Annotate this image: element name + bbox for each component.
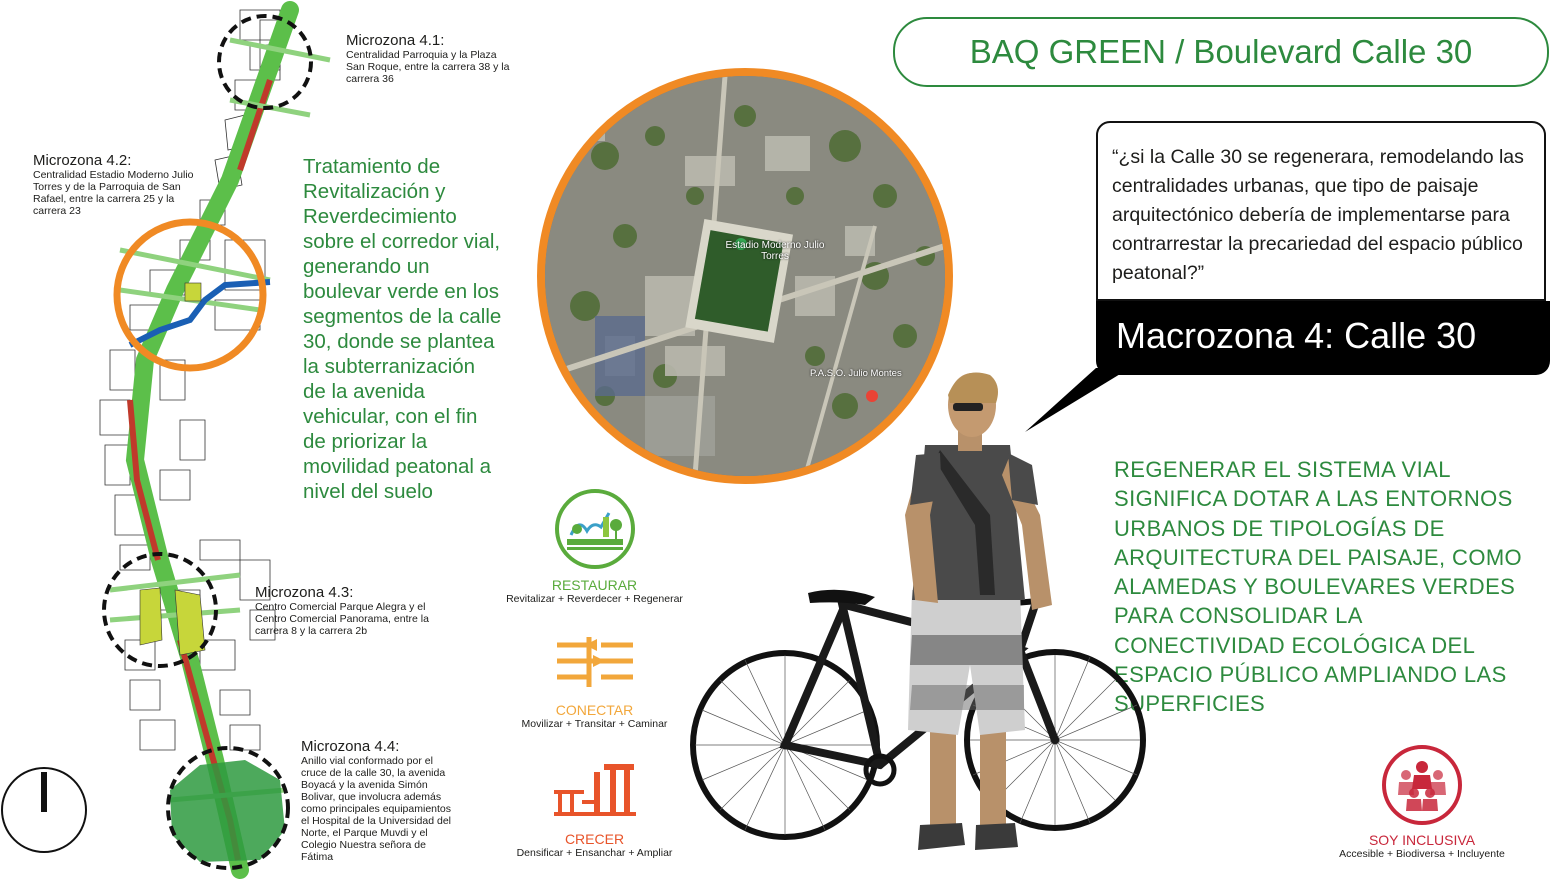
microzone-description: Centro Comercial Parque Alegra y el Centro Comercial Panorama, entre la carrera 8 y la carrera 2b (255, 601, 429, 637)
landscape-icon (553, 487, 637, 571)
crecer-label: CRECER (564, 831, 625, 847)
restaurar-block (497, 487, 692, 605)
macrozone-title: Macrozona 4: Calle 30 (1096, 301, 1550, 375)
conectar-subtitle: Movilizar + Transitar + Caminar (521, 718, 668, 730)
microzone-4-2 (33, 152, 198, 217)
microzone-description: Centralidad Estadio Moderno Julio Torres y de la Parroquia de San Rafael, entre la carrera 25 y la carrera 23 (33, 169, 194, 217)
quote-box: “¿si la Calle 30 se regenerara, remodelando las centralidades urbanas, que tipo de paisaje arquitectónico debería de implementarse para contrarrestar la precariedad del espacio público peatonal?” (1096, 121, 1546, 301)
microzone-title: Microzona 4.1: (346, 32, 445, 49)
people-icon (1380, 743, 1464, 827)
microzone-description: Centralidad Parroquia y la Plaza San Roque, entre la carrera 38 y la carrera 36 (346, 49, 510, 85)
north-compass-icon (2, 768, 86, 852)
microzone-title: Microzona 4.3: (255, 584, 354, 601)
person-with-bicycle (690, 365, 1160, 865)
conectar-block (497, 633, 692, 730)
microzone-title: Microzona 4.2: (33, 152, 132, 169)
conectar-label: CONECTAR (555, 702, 634, 718)
microzone-4-1 (346, 32, 516, 85)
regenerar-text: REGENERAR EL SISTEMA VIAL SIGNIFICA DOTAR A LAS ENTORNOS URBANOS DE TIPOLOGÍAS DE ARQUITECTURA DEL PAISAJE, COMO ALAMEDAS Y BOULEVARES VERDES PARA CONSOLIDAR LA CONECTIVIDAD ECOLÓGICA DEL ESPACIO PÚBLICO AMPLIANDO LAS SUPERFICIES (1114, 457, 1523, 717)
crecer-subtitle: Densificar + Ensanchar + Ampliar (516, 847, 673, 859)
restaurar-subtitle: Revitalizar + Reverdecer + Regenerar (506, 593, 683, 605)
stadium-label: Estadio Moderno Julio Torres (725, 240, 825, 262)
main-description: Tratamiento de Revitalización y Reverdecimiento sobre el corredor vial, generando un boulevar verde en los segmentos de la calle 30, donde se plantea la subterranización de la avenida vehicular, con el fin de priorizar la movilidad peatonal a nivel del suelo (303, 155, 502, 503)
arrows-icon (553, 633, 637, 691)
inclusiva-block (1322, 743, 1522, 860)
microzone-4-3 (255, 584, 455, 637)
buildings-icon (550, 762, 640, 818)
inclusiva-subtitle: Accesible + Biodiversa + Incluyente (1339, 848, 1505, 860)
restaurar-label: RESTAURAR (551, 577, 638, 593)
crecer-block (497, 762, 692, 859)
page-title: BAQ GREEN / Boulevard Calle 30 (893, 17, 1549, 87)
microzone-4-4 (301, 738, 459, 863)
paso-label: P.A.S.O. Julio Montes (810, 368, 902, 379)
microzone-description: Anillo vial conformado por el cruce de la calle 30, la avenida Boyacá y la avenida Simón Bolivar, que involucra además como principales equipamientos el Hospital de la Universidad del Norte, el Parque Muvdi y el Colegio Nuestra señora de Fátima (301, 755, 451, 863)
inclusiva-label: SOY INCLUSIVA (1368, 832, 1476, 848)
microzone-title: Microzona 4.4: (301, 738, 400, 755)
